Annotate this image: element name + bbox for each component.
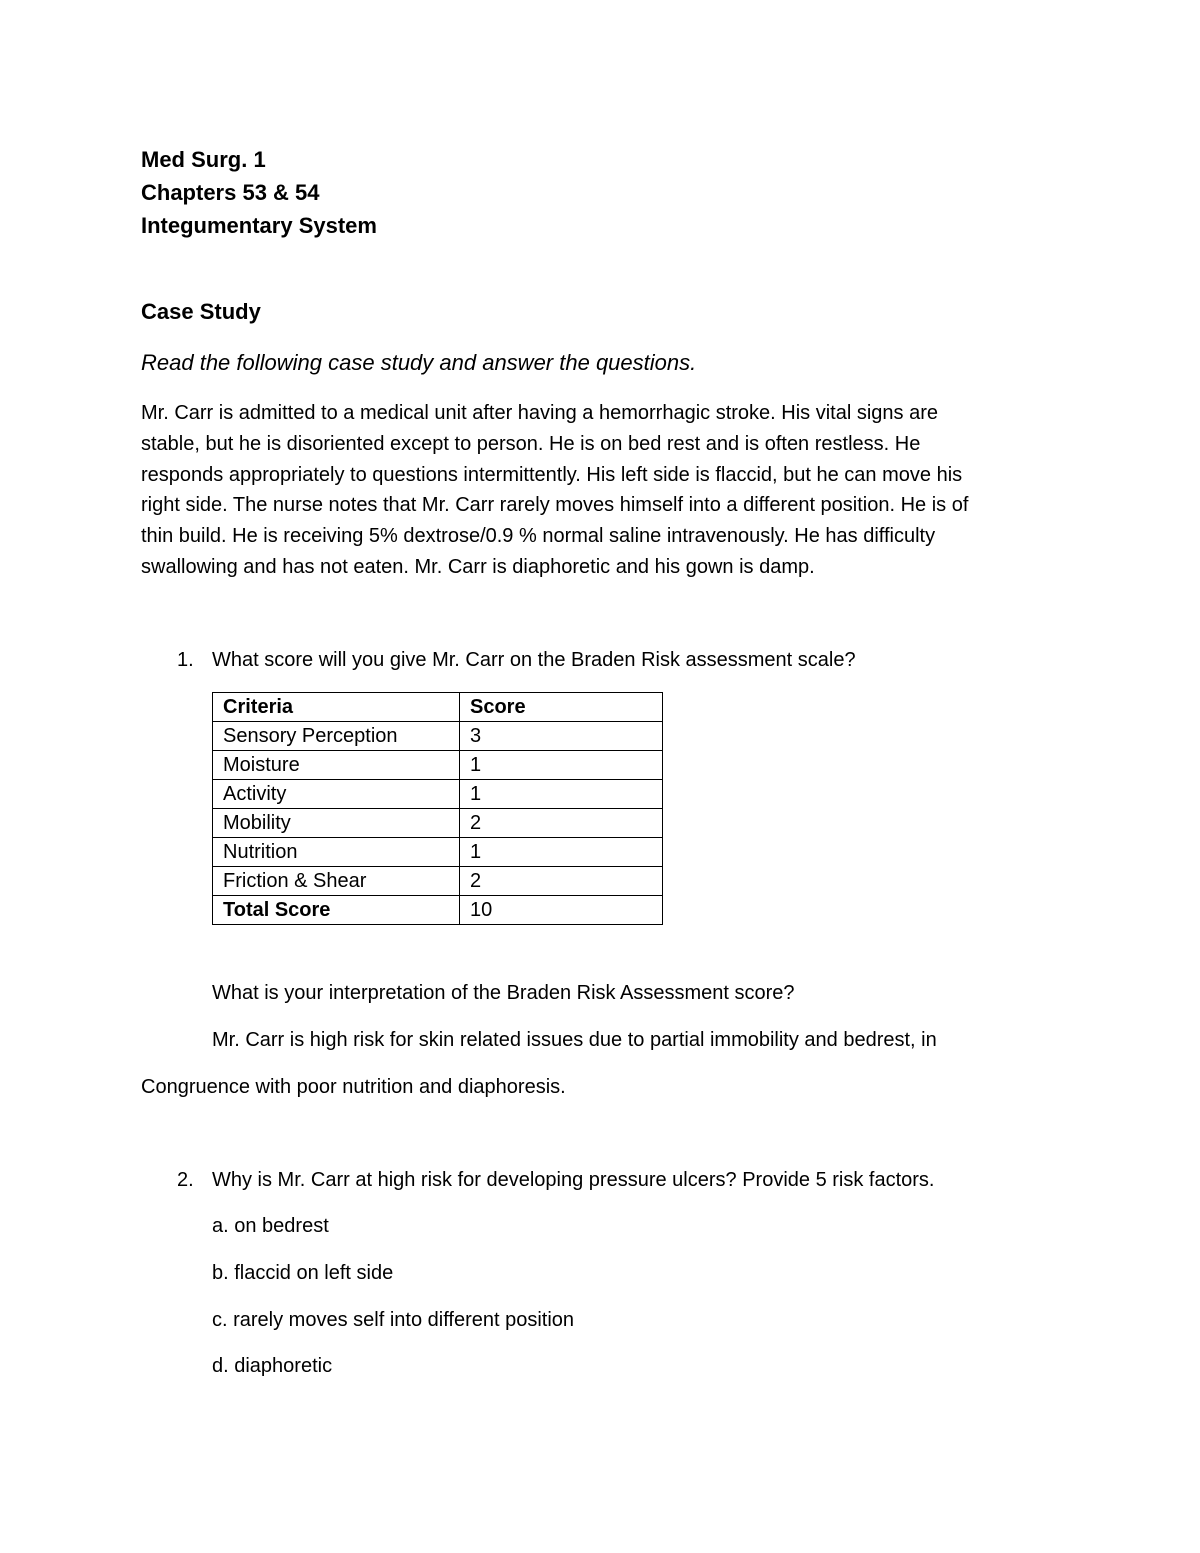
case-line: Mr. Carr is admitted to a medical unit after having a hemorrhagic stroke. His vital signs are (141, 402, 938, 424)
table-row (213, 809, 663, 838)
instructions: Read the following case study and answer the questions. (141, 350, 697, 375)
table-row (213, 867, 663, 896)
question-2-number: 2. (177, 1169, 194, 1191)
interpretation-answer-line-2: Congruence with poor nutrition and diaphoresis. (141, 1076, 566, 1098)
table-total-row (213, 896, 663, 925)
table-header-row (213, 693, 663, 722)
table-header-score: Score (460, 693, 663, 722)
case-line: right side. The nurse notes that Mr. Carr rarely moves himself into a different position. He is of (141, 494, 969, 517)
total-score-value: 10 (460, 896, 663, 925)
criteria-cell: Friction & Shear (213, 867, 460, 896)
criteria-cell: Activity (213, 780, 460, 809)
risk-factor-item: b. flaccid on left side (212, 1262, 394, 1284)
question-1-text: What score will you give Mr. Carr on the Braden Risk assessment scale? (212, 649, 856, 671)
risk-factor-item: c. rarely moves self into different position (212, 1309, 575, 1331)
case-study-heading: Case Study (141, 299, 261, 324)
score-cell: 1 (460, 751, 663, 780)
score-cell: 3 (460, 722, 663, 751)
risk-factor-item: d. diaphoretic (212, 1355, 333, 1377)
score-cell: 2 (460, 867, 663, 896)
total-score-label: Total Score (213, 896, 460, 925)
question-2-text: Why is Mr. Carr at high risk for developing pressure ulcers? Provide 5 risk factors. (212, 1169, 935, 1191)
chapters-title: Chapters 53 & 54 (141, 180, 320, 205)
score-cell: 2 (460, 809, 663, 838)
table-header-criteria: Criteria (213, 693, 460, 722)
criteria-cell: Mobility (213, 809, 460, 838)
braden-score-table (212, 692, 663, 925)
table-row (213, 751, 663, 780)
course-title: Med Surg. 1 (141, 147, 266, 172)
case-line: thin build. He is receiving 5% dextrose/0.9 % normal saline intravenously. He has difficulty (141, 525, 936, 548)
interpretation-answer-line-1: Mr. Carr is high risk for skin related issues due to partial immobility and bedrest, in (212, 1029, 937, 1051)
case-line: responds appropriately to questions intermittently. His left side is flaccid, but he can move his (141, 463, 963, 486)
risk-factor-item: a. on bedrest (212, 1215, 329, 1237)
criteria-cell: Nutrition (213, 838, 460, 867)
case-line: swallowing and has not eaten. Mr. Carr is diaphoretic and his gown is damp. (141, 555, 815, 578)
case-line: stable, but he is disoriented except to person. He is on bed rest and is often restless. He (141, 432, 921, 455)
score-cell: 1 (460, 838, 663, 867)
topic-title: Integumentary System (141, 213, 377, 238)
table-row (213, 722, 663, 751)
case-narrative (141, 398, 968, 583)
criteria-cell: Moisture (213, 751, 460, 780)
score-cell: 1 (460, 780, 663, 809)
interpretation-question: What is your interpretation of the Braden Risk Assessment score? (212, 982, 795, 1004)
table-row (213, 838, 663, 867)
criteria-cell: Sensory Perception (213, 722, 460, 751)
table-row (213, 780, 663, 809)
question-1-number: 1. (177, 649, 194, 671)
